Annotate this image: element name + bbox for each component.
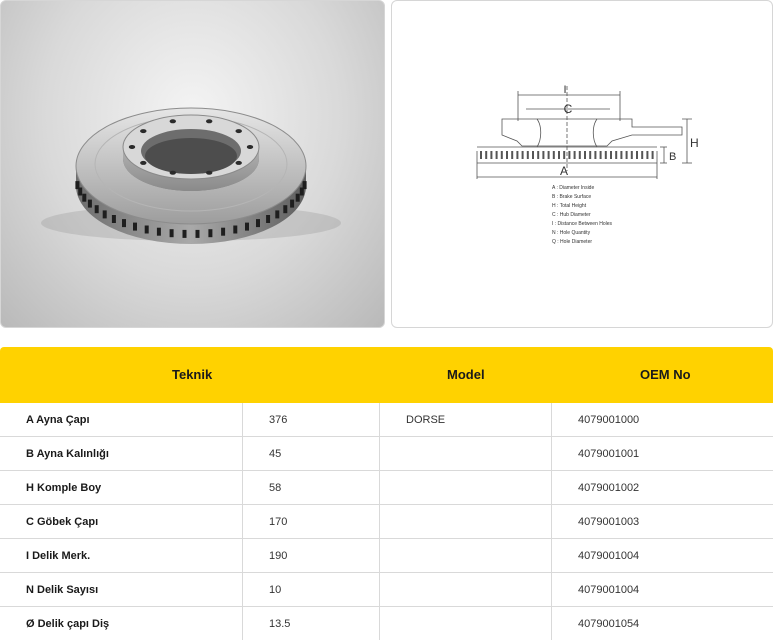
vent-slot — [303, 181, 307, 189]
vent-slot — [548, 151, 550, 159]
oem-cell: 4079001000 — [551, 403, 773, 437]
oem-cell: 4079001002 — [551, 471, 773, 505]
dimension-legend — [552, 185, 613, 245]
vent-slot — [133, 223, 137, 231]
vent-slot — [636, 151, 638, 159]
table-row — [0, 607, 773, 640]
vent-slot — [652, 151, 654, 159]
vent-slot — [296, 194, 300, 202]
vent-slot — [631, 151, 633, 159]
model-cell: DORSE — [379, 403, 551, 437]
model-cell — [379, 505, 551, 539]
table-row — [0, 573, 773, 607]
vent-slot — [516, 151, 518, 159]
vent-slot — [532, 151, 534, 159]
specs-table — [0, 347, 773, 640]
vent-slot — [646, 151, 648, 159]
spec-label: Ø Delik çapı Diş — [26, 618, 110, 630]
bolt-hole — [140, 129, 146, 133]
spec-value: 58 — [242, 471, 379, 505]
vent-slot — [245, 223, 249, 231]
vent-slot — [537, 151, 539, 159]
bolt-hole — [206, 171, 212, 175]
spec-label: B Ayna Kalınlığı — [26, 448, 109, 460]
vent-slot — [221, 228, 225, 236]
bolt-hole — [140, 161, 146, 165]
bolt-hole — [236, 129, 242, 133]
spec-label: H Komple Boy — [26, 482, 102, 494]
vent-slot — [589, 151, 591, 159]
header-teknik: Teknik — [172, 367, 213, 382]
vent-slot — [542, 151, 544, 159]
model-cell — [379, 573, 551, 607]
header-model: Model — [447, 367, 485, 382]
vent-slot — [610, 151, 612, 159]
vent-slot — [605, 151, 607, 159]
dim-label-b: B — [669, 151, 677, 163]
legend-item: N : Hole Quantity — [552, 230, 591, 236]
table-row — [0, 539, 773, 573]
vent-slot — [122, 219, 126, 227]
vent-slot — [266, 215, 270, 223]
bolt-hole — [206, 119, 212, 123]
oem-cell: 4079001004 — [551, 539, 773, 573]
vent-slot — [615, 151, 617, 159]
vent-slot — [290, 200, 294, 208]
vent-slot — [145, 226, 149, 234]
oem-cell: 4079001001 — [551, 437, 773, 471]
vent-slot — [480, 151, 482, 159]
spec-value: 10 — [242, 573, 379, 607]
vent-slot — [183, 230, 187, 238]
brake-disc-photo[interactable] — [0, 0, 385, 328]
table-row — [0, 505, 773, 539]
vent-slot — [233, 226, 237, 234]
legend-item: I : Distance Between Holes — [552, 221, 613, 227]
vent-slot — [112, 215, 116, 223]
vent-slot — [256, 219, 260, 227]
vent-slot — [527, 151, 529, 159]
oem-cell: 4079001004 — [551, 573, 773, 607]
vent-slot — [563, 151, 565, 159]
vent-slot — [485, 151, 487, 159]
vent-slot — [283, 205, 287, 213]
spec-value: 13.5 — [242, 607, 379, 640]
vent-slot — [501, 151, 503, 159]
vent-slot — [574, 151, 576, 159]
dim-label-h: H — [690, 136, 699, 150]
vent-slot — [103, 210, 107, 218]
spec-value: 190 — [242, 539, 379, 573]
brake-disc-illustration — [1, 1, 385, 328]
table-header — [0, 347, 773, 403]
spec-label: C Göbek Çapı — [26, 516, 99, 528]
model-cell — [379, 607, 551, 640]
dim-label-i: I — [563, 84, 567, 96]
spec-label: I Delik Merk. — [26, 550, 91, 562]
vent-slot — [558, 151, 560, 159]
vent-slot — [196, 230, 200, 238]
legend-item: Q : Hole Diameter — [552, 239, 593, 245]
oem-cell: 4079001003 — [551, 505, 773, 539]
vent-slot — [641, 151, 643, 159]
vent-slot — [579, 151, 581, 159]
dimension-diagram[interactable] — [391, 0, 773, 328]
vent-slot — [584, 151, 586, 159]
vent-slot — [208, 229, 212, 237]
vent-slot — [82, 194, 86, 202]
vent-slot — [496, 151, 498, 159]
bolt-hole — [236, 161, 242, 165]
vent-slot — [170, 229, 174, 237]
vent-slot — [506, 151, 508, 159]
vent-slot — [95, 205, 99, 213]
table-row — [0, 403, 773, 437]
legend-item: C : Hub Diameter — [552, 212, 591, 218]
vent-slot — [157, 228, 161, 236]
legend-item: A : Diameter Inside — [552, 185, 595, 191]
vent-slot — [88, 200, 92, 208]
vent-slot — [522, 151, 524, 159]
header-oem-no: OEM No — [640, 367, 691, 382]
vent-slot — [553, 151, 555, 159]
vent-slot — [594, 151, 596, 159]
vent-slot — [620, 151, 622, 159]
dim-label-a: A — [559, 164, 569, 178]
bolt-hole — [170, 171, 176, 175]
legend-item: H : Total Height — [552, 203, 587, 209]
spec-value: 170 — [242, 505, 379, 539]
vent-slot — [568, 151, 570, 159]
vent-slot — [600, 151, 602, 159]
vent-slot — [626, 151, 628, 159]
model-cell — [379, 539, 551, 573]
spec-label: A Ayna Çapı — [26, 414, 90, 426]
bolt-hole — [247, 145, 253, 149]
model-cell — [379, 471, 551, 505]
model-cell — [379, 437, 551, 471]
dim-label-c: C — [563, 102, 573, 116]
vent-slot — [511, 151, 513, 159]
technical-drawing — [392, 1, 773, 328]
vent-slot — [78, 188, 82, 196]
table-row — [0, 471, 773, 505]
bolt-hole — [170, 119, 176, 123]
spec-value: 45 — [242, 437, 379, 471]
legend-item: B : Brake Surface — [552, 194, 592, 200]
bolt-hole — [129, 145, 135, 149]
vent-slot — [490, 151, 492, 159]
spec-value: 376 — [242, 403, 379, 437]
oem-cell: 4079001054 — [551, 607, 773, 640]
vent-slot — [275, 210, 279, 218]
spec-label: N Delik Sayısı — [26, 584, 99, 596]
table-row — [0, 437, 773, 471]
